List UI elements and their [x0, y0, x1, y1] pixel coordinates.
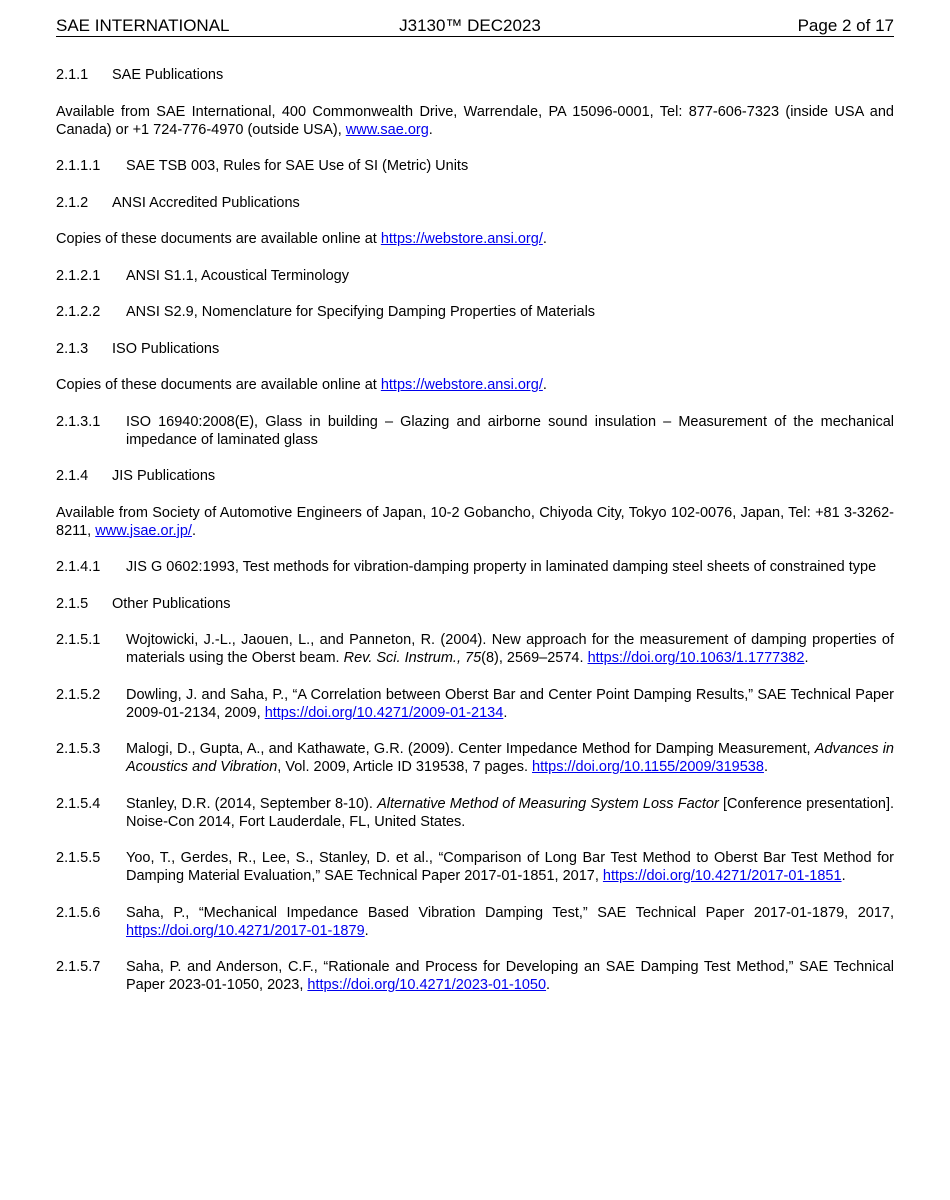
- item-text: SAE TSB 003, Rules for SAE Use of SI (Metric) Units: [126, 158, 469, 174]
- item-number: 2.1.2.1: [56, 267, 101, 284]
- reference-item: [56, 686, 894, 722]
- paragraph: Available from SAE International, 400 Commonwealth Drive, Warrendale, PA 15096-0001, Tel: 877-606-7323 (inside USA and Canada) or +1 724-776-4970 (outside USA), www.sae.org.: [56, 103, 894, 138]
- item-number: 2.1.1.1: [56, 158, 101, 174]
- section-number: 2.1.4: [56, 468, 89, 484]
- item-number: 2.1.2.2: [56, 304, 101, 320]
- item-number: 2.1.5.5: [56, 850, 101, 866]
- section-number: 2.1.1: [56, 67, 89, 83]
- reference-item: [56, 958, 894, 994]
- paragraph: Copies of these documents are available online at https://webstore.ansi.org/.: [56, 377, 547, 393]
- doi-link[interactable]: https://doi.org/10.1155/2009/319538: [532, 759, 764, 775]
- item-text: ANSI S2.9, Nomenclature for Specifying Damping Properties of Materials: [126, 304, 596, 320]
- doi-link[interactable]: https://doi.org/10.4271/2023-01-1050: [307, 977, 547, 993]
- paragraph-text: Available from Society of Automotive Engineers of Japan, 10-2 Gobancho, Chiyoda City, Tokyo 102-0076, Japan, Tel: +81 3-3262-8211,: [56, 504, 894, 539]
- section-number: 2.1.5: [56, 595, 89, 612]
- item-text: Malogi, D., Gupta, A., and Kathawate, G.R. (2009). Center Impedance Method for Damping Measurement, Advances in Acoustics and Vibration, Vol. 2009, Article ID 319538, 7 pages. https://doi.org/10.1155/2009/319538.: [126, 741, 894, 775]
- item-text: JIS G 0602:1993, Test methods for vibration-damping property in laminated damping steel sheets of constrained type: [126, 559, 877, 575]
- section-title: SAE Publications: [112, 67, 224, 83]
- reference-item: [56, 558, 894, 576]
- sae-website-link[interactable]: www.sae.org: [345, 121, 429, 138]
- reference-item: [56, 413, 894, 449]
- item-text: Yoo, T., Gerdes, R., Lee, S., Stanley, D. et al., “Comparison of Long Bar Test Method to Oberst Bar Test Method for Damping Material Evaluation,” SAE Technical Paper 2017-01-1851, 2017, https://doi.org/10.4271/2017-01-1851.: [126, 850, 894, 884]
- section-heading: [56, 467, 894, 485]
- reference-item: [56, 631, 894, 667]
- item-number: 2.1.5.3: [56, 741, 101, 757]
- header-doc-id: J3130™ DEC2023: [399, 16, 541, 35]
- item-text: Dowling, J. and Saha, P., “A Correlation between Oberst Bar and Center Point Damping Results,” SAE Technical Paper 2009-01-2134, 2009, https://doi.org/10.4271/2009-01-2134.: [126, 686, 894, 721]
- section-heading: [56, 194, 894, 212]
- reference-item: [56, 157, 894, 175]
- item-text: ANSI S1.1, Acoustical Terminology: [126, 267, 349, 284]
- item-number: 2.1.4.1: [56, 559, 101, 575]
- paragraph: Available from Society of Automotive Engineers of Japan, 10-2 Gobancho, Chiyoda City, Tokyo 102-0076, Japan, Tel: +81 3-3262-8211, www.jsae.or.jp/.: [56, 504, 894, 539]
- section-title: ISO Publications: [112, 340, 220, 357]
- section-title: JIS Publications: [112, 468, 216, 484]
- doi-link[interactable]: https://doi.org/10.4271/2009-01-2134: [264, 704, 504, 721]
- ansi-webstore-link[interactable]: https://webstore.ansi.org/: [380, 377, 543, 393]
- journal-name: Advances in Acoustics and Vibration: [126, 741, 894, 775]
- jsae-website-link[interactable]: www.jsae.or.jp/: [95, 522, 192, 539]
- header-org: SAE INTERNATIONAL: [56, 16, 230, 35]
- ansi-webstore-link[interactable]: https://webstore.ansi.org/: [380, 231, 543, 247]
- reference-item: [56, 849, 894, 885]
- doi-link[interactable]: https://doi.org/10.4271/2017-01-1879: [126, 922, 365, 939]
- item-number: 2.1.5.2: [56, 686, 101, 703]
- page-header: [56, 16, 894, 37]
- item-text: Saha, P. and Anderson, C.F., “Rationale and Process for Developing an SAE Damping Test Method,” SAE Technical Paper 2023-01-1050, 2023, https://doi.org/10.4271/2023-01-1050.: [126, 959, 894, 993]
- header-page-number: Page 2 of 17: [797, 16, 894, 35]
- section-heading: [56, 340, 894, 358]
- doi-link[interactable]: https://doi.org/10.1063/1.1777382: [587, 650, 805, 666]
- item-number: 2.1.5.6: [56, 904, 101, 921]
- item-text: Wojtowicki, J.-L., Jaouen, L., and Panneton, R. (2004). New approach for the measurement of damping properties of materials using the Oberst beam. Rev. Sci. Instrum., 75(8), 2569–2574. https://doi.org/10.1063/1.1777382.: [126, 632, 894, 666]
- document-body: [56, 66, 894, 994]
- item-text: Stanley, D.R. (2014, September 8-10). Alternative Method of Measuring System Loss Factor [Conference presentation]. Noise-Con 2014, Fort Lauderdale, FL, United States.: [126, 795, 895, 830]
- item-text: Saha, P., “Mechanical Impedance Based Vibration Damping Test,” SAE Technical Paper 2017-01-1879, 2017, https://doi.org/10.4271/2017-01-1879.: [126, 904, 894, 939]
- item-number: 2.1.5.1: [56, 632, 101, 648]
- presentation-title: Alternative Method of Measuring System Loss Factor: [377, 795, 719, 812]
- item-number: 2.1.5.7: [56, 959, 101, 975]
- section-title: Other Publications: [112, 595, 231, 612]
- section-title: ANSI Accredited Publications: [112, 194, 300, 211]
- doi-link[interactable]: https://doi.org/10.4271/2017-01-1851: [602, 868, 842, 884]
- reference-item: [56, 740, 894, 776]
- reference-item: [56, 267, 894, 285]
- journal-name: Rev. Sci. Instrum., 75: [343, 650, 482, 666]
- section-heading: [56, 595, 894, 613]
- paragraph-text: Available from SAE International, 400 Commonwealth Drive, Warrendale, PA 15096-0001, Tel: 877-606-7323 (inside USA and Canada) or +1 724-776-4970 (outside USA),: [56, 103, 894, 138]
- section-number: 2.1.2: [56, 194, 89, 211]
- item-text: ISO 16940:2008(E), Glass in building – Glazing and airborne sound insulation – Measurement of the mechanical impedance of laminated glass: [126, 413, 894, 448]
- section-number: 2.1.3: [56, 340, 89, 357]
- reference-item: [56, 303, 894, 321]
- section-heading: [56, 66, 894, 84]
- paragraph: Copies of these documents are available online at https://webstore.ansi.org/.: [56, 231, 547, 247]
- reference-item: [56, 795, 894, 831]
- paragraph-text: Copies of these documents are available online at: [56, 377, 377, 393]
- item-number: 2.1.5.4: [56, 795, 101, 812]
- item-number: 2.1.3.1: [56, 413, 101, 430]
- paragraph-text: Copies of these documents are available online at: [56, 231, 377, 247]
- reference-item: [56, 904, 894, 940]
